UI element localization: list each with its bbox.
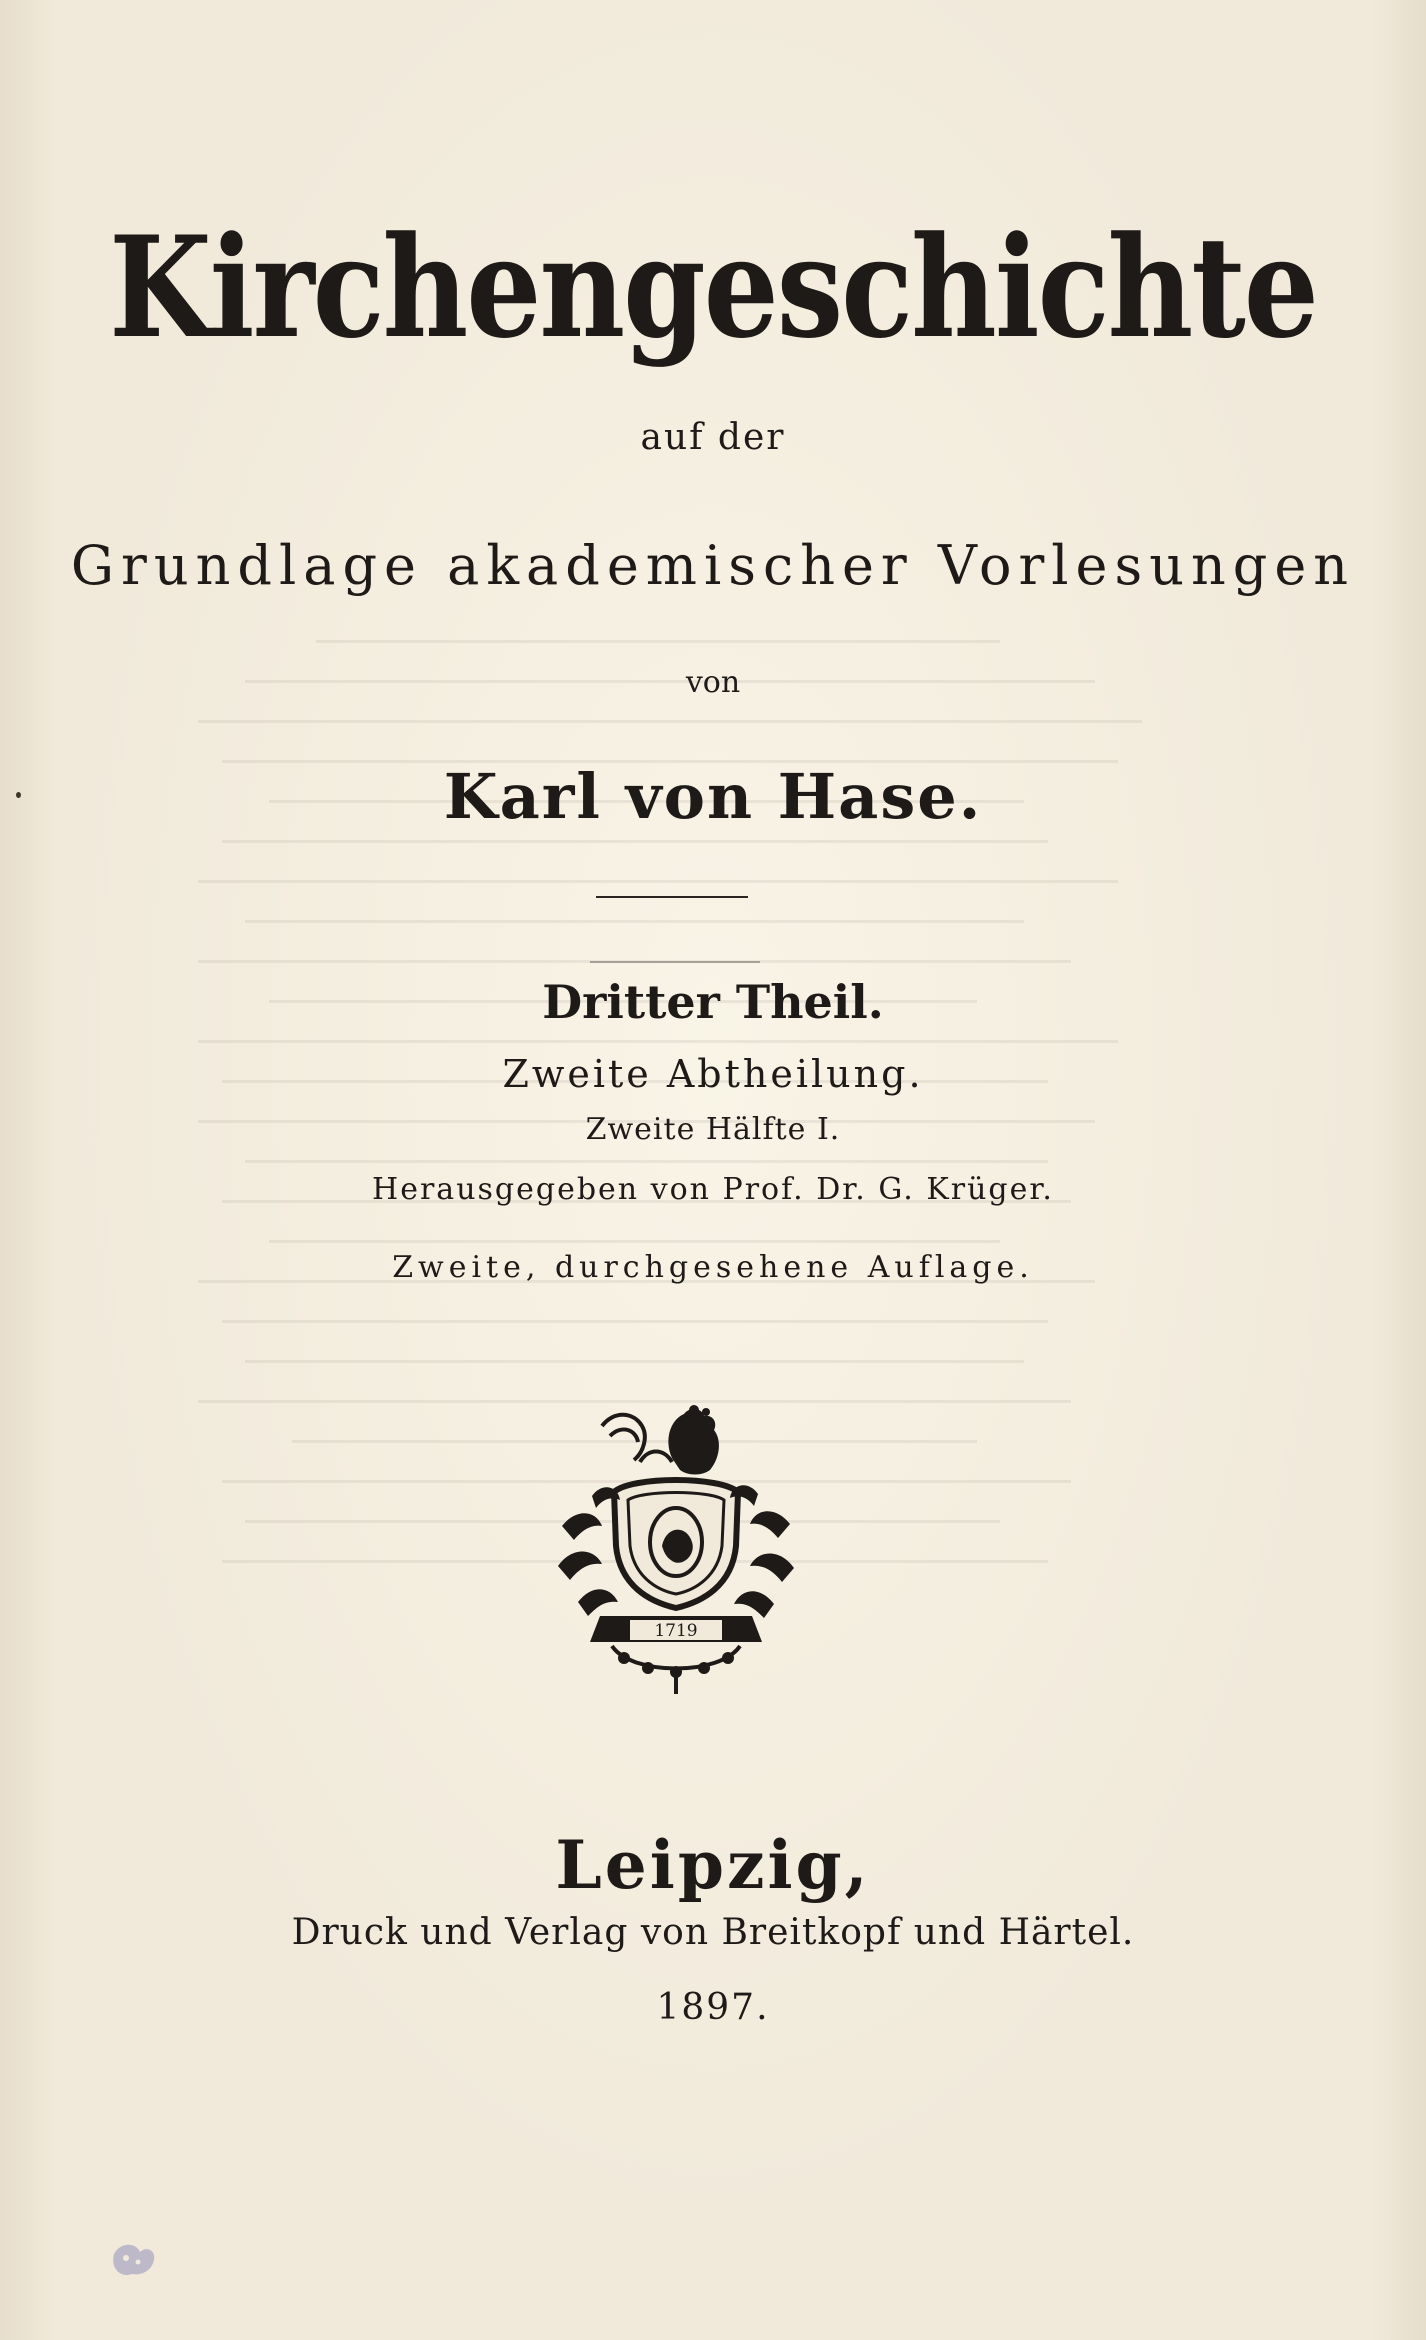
subtitle-line-1: auf der (640, 417, 786, 458)
editor-line: Herausgegeben von Prof. Dr. G. Krüger. (372, 1172, 1054, 1207)
library-stamp-icon (106, 2236, 160, 2284)
publisher-emblem-icon (552, 1396, 800, 1696)
divider-rule (596, 896, 748, 898)
publisher-line: Druck und Verlag von Breitkopf und Härtel. (291, 1912, 1135, 1953)
book-title: Kirchengeschichte (109, 205, 1317, 370)
publication-year: 1897. (656, 1987, 770, 2028)
publication-city: Leipzig, (555, 1826, 871, 1904)
volume-division: Zweite Abtheilung. (502, 1052, 924, 1096)
subtitle-line-2: Grundlage akademischer Vorlesungen (70, 534, 1356, 597)
edition-line: Zweite, durchgesehene Auflage. (392, 1250, 1034, 1285)
subtitle-line-3: von (685, 665, 741, 700)
author-name: Karl von Hase. (443, 760, 983, 833)
divider-rule-faint (590, 961, 760, 963)
emblem-year: 1719 (654, 1621, 698, 1641)
volume-part: Dritter Theil. (542, 975, 884, 1029)
volume-half: Zweite Hälfte I. (585, 1112, 841, 1147)
